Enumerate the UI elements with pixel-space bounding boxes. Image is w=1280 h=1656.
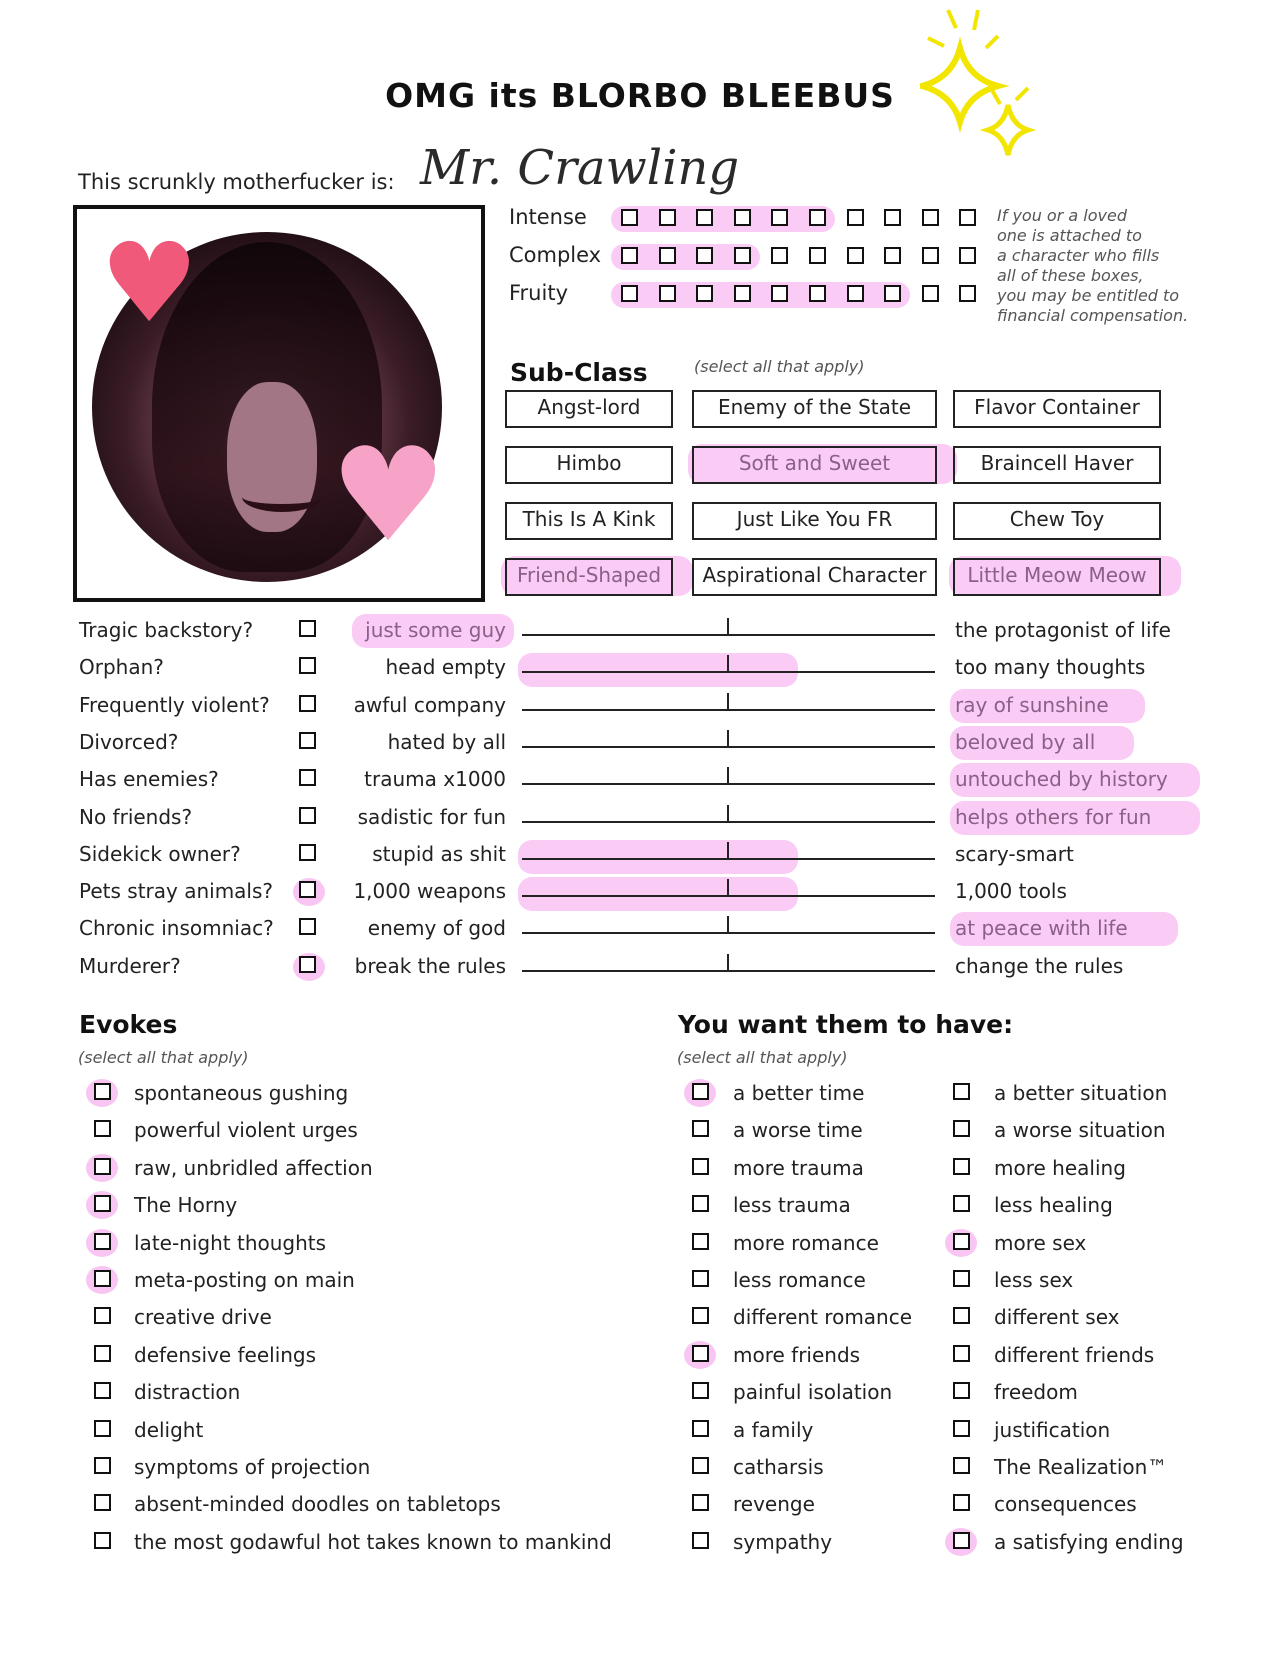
stat-box[interactable]	[809, 247, 826, 264]
want-checkbox[interactable]	[692, 1420, 709, 1437]
slider-right-label: untouched by history	[955, 767, 1168, 792]
want-option: different friends	[994, 1342, 1155, 1367]
evokes-option: the most godawful hot takes known to mankind	[134, 1529, 612, 1554]
stat-box[interactable]	[809, 285, 826, 302]
evokes-checkbox[interactable]	[94, 1345, 111, 1362]
want-checkbox[interactable]	[953, 1345, 970, 1362]
question-label: Tragic backstory?	[79, 618, 254, 642]
stat-box[interactable]	[621, 285, 638, 302]
want-heading: You want them to have:	[678, 1010, 1014, 1039]
want-option: different sex	[994, 1305, 1120, 1330]
want-checkbox[interactable]	[692, 1270, 709, 1287]
question-label: Pets stray animals?	[79, 879, 274, 904]
stat-box[interactable]	[771, 247, 788, 264]
subclass-option[interactable]: Enemy of the State	[692, 390, 937, 428]
slider-left-label: 1,000 weapons	[353, 879, 506, 904]
want-checkbox[interactable]	[953, 1195, 970, 1212]
want-option: The Realization™	[994, 1455, 1168, 1479]
want-checkbox[interactable]	[953, 1382, 970, 1399]
want-option: freedom	[994, 1380, 1078, 1405]
want-option: more friends	[733, 1342, 861, 1367]
want-checkbox[interactable]	[953, 1307, 970, 1324]
want-option: a family	[733, 1417, 814, 1442]
want-checkbox[interactable]	[692, 1158, 709, 1175]
evokes-checkbox[interactable]	[94, 1120, 111, 1137]
evokes-option: powerful violent urges	[134, 1118, 358, 1143]
subclass-option[interactable]: Flavor Container	[953, 390, 1161, 428]
subclass-option[interactable]: This Is A Kink	[505, 502, 673, 540]
slider-midpoint	[727, 618, 729, 636]
slider-highlight	[518, 653, 798, 687]
slider-left-label: trauma x1000	[364, 767, 506, 792]
stats-note: If you or a loved one is attached to a character who fills all of these boxes, you may be entitled to financial compensation.	[997, 206, 1189, 325]
evokes-option: absent-minded doodles on tabletops	[134, 1492, 501, 1517]
evokes-option: distraction	[134, 1380, 241, 1405]
subclass-option[interactable]: Braincell Haver	[953, 446, 1161, 484]
want-option: more romance	[733, 1230, 879, 1255]
stat-box[interactable]	[621, 247, 638, 264]
stat-box[interactable]	[659, 209, 676, 226]
want-option: sympathy	[733, 1529, 833, 1554]
want-option: justification	[994, 1417, 1111, 1442]
stat-label-intense: Intense	[509, 205, 587, 229]
want-checkbox[interactable]	[953, 1120, 970, 1137]
question-label: Murderer?	[79, 953, 181, 978]
stat-box[interactable]	[696, 247, 713, 264]
want-option: painful isolation	[733, 1380, 893, 1405]
page-title: OMG its BLORBO BLEEBUS	[385, 76, 895, 115]
evokes-option: defensive feelings	[134, 1342, 317, 1367]
subclass-option[interactable]: Chew Toy	[953, 502, 1161, 540]
stat-box[interactable]	[621, 209, 638, 226]
subclass-option[interactable]: Aspirational Character	[692, 558, 937, 596]
want-checkbox[interactable]	[692, 1307, 709, 1324]
evokes-option: meta-posting on main	[134, 1268, 355, 1292]
want-option: revenge	[733, 1492, 815, 1517]
question-checkbox[interactable]	[299, 732, 316, 749]
want-checkbox[interactable]	[692, 1532, 709, 1549]
slider-right-label: 1,000 tools	[955, 879, 1067, 904]
want-checkbox[interactable]	[692, 1457, 709, 1474]
slider-midpoint	[727, 916, 729, 934]
evokes-heading: Evokes	[79, 1010, 178, 1039]
slider-midpoint	[727, 693, 729, 711]
evokes-checkbox[interactable]	[94, 1233, 111, 1250]
want-checkbox[interactable]	[953, 1083, 970, 1100]
slider-right-label: the protagonist of life	[955, 618, 1171, 642]
slider-highlight	[518, 840, 798, 874]
want-checkbox[interactable]	[953, 1494, 970, 1511]
evokes-checkbox[interactable]	[94, 1195, 111, 1212]
slider-midpoint	[727, 730, 729, 748]
want-option: catharsis	[733, 1455, 824, 1479]
question-label: No friends?	[79, 804, 193, 829]
question-label: Orphan?	[79, 655, 164, 680]
slider-left-label: head empty	[385, 655, 506, 680]
want-option: a better situation	[994, 1081, 1168, 1105]
stat-box[interactable]	[659, 285, 676, 302]
stat-box[interactable]	[922, 247, 939, 264]
question-checkbox[interactable]	[299, 695, 316, 712]
subclass-option[interactable]: Friend-Shaped	[505, 558, 673, 596]
slider-right-label: ray of sunshine	[955, 692, 1109, 717]
evokes-checkbox[interactable]	[94, 1270, 111, 1287]
heart-icon: ♥	[330, 419, 447, 571]
stat-box[interactable]	[734, 247, 751, 264]
question-label: Frequently violent?	[79, 692, 270, 717]
want-option: less sex	[994, 1268, 1074, 1292]
stat-box[interactable]	[884, 285, 901, 302]
evokes-checkbox[interactable]	[94, 1307, 111, 1324]
want-checkbox[interactable]	[692, 1494, 709, 1511]
want-option: different romance	[733, 1305, 913, 1330]
question-label: Sidekick owner?	[79, 841, 241, 866]
question-checkbox[interactable]	[299, 807, 316, 824]
want-option: a worse time	[733, 1118, 863, 1143]
evokes-checkbox[interactable]	[94, 1382, 111, 1399]
want-option: more trauma	[733, 1155, 864, 1180]
stat-box[interactable]	[959, 285, 976, 302]
want-checkbox[interactable]	[692, 1083, 709, 1100]
stat-box[interactable]	[734, 285, 751, 302]
stat-box[interactable]	[959, 209, 976, 226]
character-name: Mr. Crawling	[420, 140, 740, 196]
stat-box[interactable]	[847, 285, 864, 302]
want-option: a worse situation	[994, 1118, 1166, 1143]
slider-left-label: hated by all	[387, 729, 506, 754]
evokes-option: spontaneous gushing	[134, 1081, 349, 1105]
stat-box[interactable]	[847, 247, 864, 264]
stat-box[interactable]	[696, 209, 713, 226]
want-option: a satisfying ending	[994, 1529, 1184, 1554]
stat-box[interactable]	[884, 247, 901, 264]
slider-right-label: beloved by all	[955, 729, 1096, 754]
question-checkbox[interactable]	[299, 956, 316, 973]
question-checkbox[interactable]	[299, 844, 316, 861]
slider-midpoint	[727, 842, 729, 860]
question-checkbox[interactable]	[299, 881, 316, 898]
slider-midpoint	[727, 879, 729, 897]
subclass-select-note: (select all that apply)	[694, 357, 865, 376]
slider-right-label: helps others for fun	[955, 804, 1152, 829]
stat-box[interactable]	[771, 285, 788, 302]
stat-highlight	[611, 282, 910, 308]
evokes-select-note: (select all that apply)	[78, 1048, 249, 1067]
evokes-option: raw, unbridled affection	[134, 1155, 373, 1180]
stat-highlight	[611, 206, 835, 232]
subclass-option[interactable]: Just Like You FR	[692, 502, 937, 540]
evokes-option: late-night thoughts	[134, 1230, 327, 1255]
slider-right-label: scary-smart	[955, 841, 1074, 866]
slider-left-label: just some guy	[365, 618, 506, 642]
slider-left-label: break the rules	[354, 953, 506, 978]
want-checkbox[interactable]	[692, 1195, 709, 1212]
scrunkly-label: This scrunkly motherfucker is:	[78, 170, 395, 194]
want-option: consequences	[994, 1492, 1137, 1517]
want-option: less romance	[733, 1268, 866, 1292]
slider-left-label: stupid as shit	[372, 841, 506, 866]
stat-box[interactable]	[847, 209, 864, 226]
stat-box[interactable]	[959, 247, 976, 264]
want-checkbox[interactable]	[953, 1158, 970, 1175]
stat-box[interactable]	[884, 209, 901, 226]
evokes-option: creative drive	[134, 1305, 272, 1330]
want-checkbox[interactable]	[953, 1532, 970, 1549]
slider-highlight	[518, 877, 798, 911]
sparkle-icon	[920, 0, 1060, 175]
slider-right-label: too many thoughts	[955, 655, 1146, 680]
want-checkbox[interactable]	[953, 1420, 970, 1437]
slider-left-label: enemy of god	[367, 916, 506, 941]
evokes-checkbox[interactable]	[94, 1420, 111, 1437]
evokes-checkbox[interactable]	[94, 1494, 111, 1511]
want-option: more sex	[994, 1230, 1087, 1255]
question-checkbox[interactable]	[299, 657, 316, 674]
evokes-checkbox[interactable]	[94, 1158, 111, 1175]
stat-box[interactable]	[659, 247, 676, 264]
slider-right-label: change the rules	[955, 953, 1124, 978]
want-option: more healing	[994, 1155, 1126, 1180]
want-option: less trauma	[733, 1193, 851, 1218]
evokes-checkbox[interactable]	[94, 1457, 111, 1474]
question-checkbox[interactable]	[299, 918, 316, 935]
subclass-heading: Sub-Class	[510, 358, 648, 387]
evokes-option: The Horny	[134, 1193, 238, 1218]
evokes-checkbox[interactable]	[94, 1532, 111, 1549]
want-checkbox[interactable]	[692, 1382, 709, 1399]
slider-midpoint	[727, 805, 729, 823]
heart-icon: ♥	[100, 219, 199, 347]
slider-midpoint	[727, 954, 729, 972]
want-checkbox[interactable]	[953, 1270, 970, 1287]
stat-box[interactable]	[734, 209, 751, 226]
slider-right-label: at peace with life	[955, 916, 1128, 941]
slider-midpoint	[727, 767, 729, 785]
slider-midpoint	[727, 655, 729, 673]
want-select-note: (select all that apply)	[677, 1048, 848, 1067]
stat-label-fruity: Fruity	[509, 281, 568, 305]
question-checkbox[interactable]	[299, 769, 316, 786]
want-checkbox[interactable]	[692, 1345, 709, 1362]
slider-left-label: awful company	[353, 692, 506, 717]
question-label: Has enemies?	[79, 767, 219, 792]
stat-box[interactable]	[771, 209, 788, 226]
want-checkbox[interactable]	[953, 1457, 970, 1474]
stat-box[interactable]	[922, 285, 939, 302]
evokes-option: delight	[134, 1417, 204, 1442]
evokes-checkbox[interactable]	[94, 1083, 111, 1100]
want-checkbox[interactable]	[692, 1120, 709, 1137]
subclass-option[interactable]: Little Meow Meow	[953, 558, 1161, 596]
want-option: a better time	[733, 1081, 865, 1105]
stat-box[interactable]	[809, 209, 826, 226]
question-checkbox[interactable]	[299, 620, 316, 637]
stat-label-complex: Complex	[509, 243, 602, 267]
stat-box[interactable]	[696, 285, 713, 302]
evokes-option: symptoms of projection	[134, 1455, 371, 1479]
subclass-option[interactable]: Soft and Sweet	[692, 446, 937, 484]
question-label: Divorced?	[79, 729, 179, 754]
question-label: Chronic insomniac?	[79, 916, 274, 941]
subclass-option[interactable]: Himbo	[505, 446, 673, 484]
stat-box[interactable]	[922, 209, 939, 226]
slider-left-label: sadistic for fun	[357, 804, 506, 829]
subclass-option[interactable]: Angst-lord	[505, 390, 673, 428]
want-checkbox[interactable]	[692, 1233, 709, 1250]
want-checkbox[interactable]	[953, 1233, 970, 1250]
want-option: less healing	[994, 1193, 1113, 1218]
